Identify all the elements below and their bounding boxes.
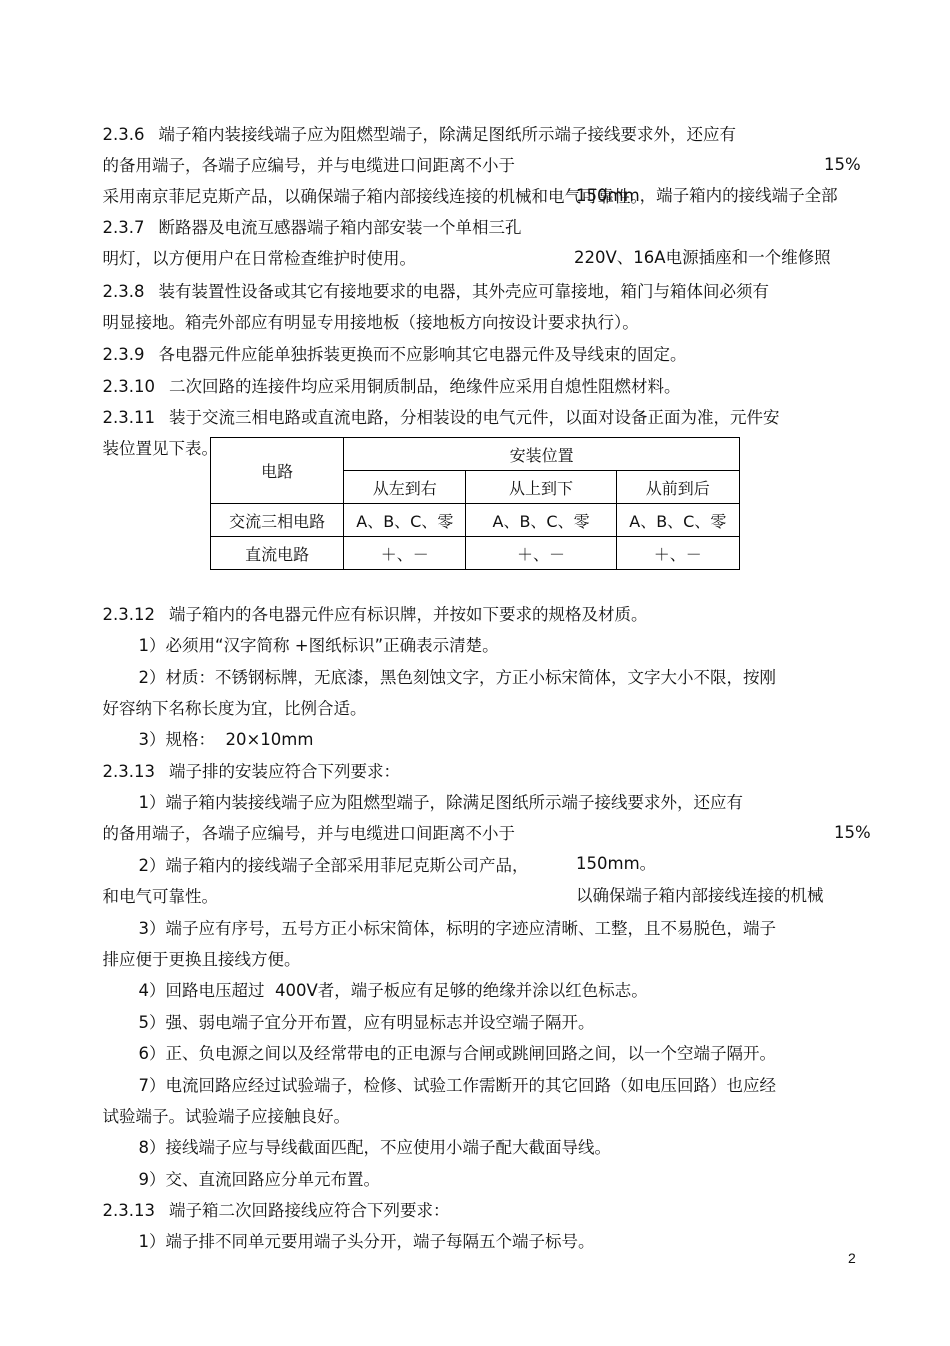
text: 断路器及电流互感器端子箱内部安装一个单相三孔 [158, 218, 522, 237]
para-2-3-13b-item1 [128, 1197, 595, 1251]
para-2-3-9-line1 [92, 310, 687, 364]
subheader-left-to-right: 从左到右 [344, 471, 466, 504]
cell-value: ＋、－ [616, 537, 739, 570]
text: 端子排的安装应符合下列要求： [168, 762, 400, 781]
text: 8）接线端子应与导线截面匹配，不应使用小端子配大截面导线。 [138, 1138, 611, 1157]
text: 和电气可靠性。 [102, 887, 218, 906]
text: 的备用端子，各端子应编号，并与电缆进口间距离不小于 [102, 824, 515, 843]
text: 1）端子箱内装接线端子应为阻燃型端子，除满足图纸所示端子接线要求外，还应有 [138, 793, 743, 812]
section-number: 2.3.6 [102, 125, 145, 144]
para-2-3-12-line1 [92, 570, 648, 624]
para-2-3-13a-item4 [128, 946, 648, 1000]
para-2-3-12-item2-line1 [128, 633, 776, 687]
cell-value: A、B、C、零 [344, 504, 466, 537]
para-2-3-13a-line1 [92, 727, 400, 781]
text-socket-spec: 220V、16A电源插座和一个维修照 [574, 248, 831, 267]
text: 装于交流三相电路或直流电路，分相装设的电气元件，以面对设备正面为准，元件安 [168, 408, 780, 427]
para-2-3-13a-item3-line2 [92, 915, 301, 969]
text: 明灯，以方便用户在日常检查维护时使用。 [102, 249, 416, 268]
para-2-3-13a-item8 [128, 1103, 611, 1157]
subheader-front-to-back: 从前到后 [616, 471, 739, 504]
section-number: 2.3.8 [102, 282, 145, 301]
text: 端子箱二次回路接线应符合下列要求： [168, 1201, 450, 1220]
text: 排应便于更换且接线方便。 [102, 950, 301, 969]
header-circuit: 电路 [211, 438, 344, 504]
text: 端子箱内的各电器元件应有标识牌，并按如下要求的规格及材质。 [168, 605, 648, 624]
section-number: 2.3.7 [102, 218, 145, 237]
text: 装位置见下表。 [102, 439, 218, 458]
text: 6）正、负电源之间以及经常带电的正电源与合闸或跳闸回路之间，以一个空端子隔开。 [138, 1044, 776, 1063]
para-2-3-13a-item9 [128, 1135, 380, 1189]
text: 装有装置性设备或其它有接地要求的电器，其外壳应可靠接地，箱门与箱体间必须有 [158, 282, 769, 301]
para-2-3-13a-item7-line2 [92, 1072, 350, 1126]
text-percent: 15% [834, 823, 871, 842]
text: 5）强、弱电端子宜分开布置，应有明显标志并设空端子隔开。 [138, 1013, 595, 1032]
section-number: 2.3.10 [102, 377, 155, 396]
para-2-3-11-line2 [92, 404, 218, 458]
text-distance: 150mm。 [576, 854, 657, 873]
text: 采用南京菲尼克斯产品，以确保端子箱内部接线连接的机械和电气可靠性。 [102, 187, 647, 206]
section-number: 2.3.9 [102, 345, 145, 364]
cell-value: A、B、C、零 [466, 504, 616, 537]
para-2-3-8-line1 [92, 247, 769, 301]
text: 二次回路的连接件均应采用铜质制品，绝缘件应采用自熄性阻燃材料。 [168, 377, 681, 396]
para-2-3-8-line2 [92, 278, 639, 332]
cell-value: ＋、－ [466, 537, 616, 570]
install-position-table [210, 437, 740, 570]
section-number: 2.3.11 [102, 408, 155, 427]
para-2-3-13a-item6 [128, 1009, 776, 1063]
para-2-3-13a-item5 [128, 978, 595, 1032]
para-2-3-12-item3 [128, 695, 314, 749]
para-2-3-10-line1 [92, 342, 681, 396]
table-row [211, 537, 740, 570]
para-2-3-6-line3 [92, 152, 647, 206]
para-2-3-12-item2-line2 [92, 664, 367, 718]
text: 3）端子应有序号，五号方正小标宋简体，标明的字迹应清晰、工整，且不易脱色，端子 [138, 919, 776, 938]
subheader-top-to-bottom: 从上到下 [466, 471, 616, 504]
para-2-3-7-line2 [92, 214, 416, 268]
text: 以确保端子箱内部接线连接的机械 [576, 886, 824, 905]
text: 9）交、直流回路应分单元布置。 [138, 1170, 380, 1189]
text: 1）必须用“汉字简称 +图纸标识”正确表示清楚。 [138, 636, 499, 655]
text: 的备用端子，各端子应编号，并与电缆进口间距离不小于 [102, 156, 515, 175]
text: 2）端子箱内的接线端子全部采用菲尼克斯公司产品， [138, 856, 529, 875]
page-number: 2 [848, 1250, 856, 1266]
text: 好容纳下名称长度为宜，比例合适。 [102, 699, 367, 718]
text-percent: 15% [824, 155, 861, 174]
para-2-3-13b-line1 [92, 1166, 450, 1220]
section-number: 2.3.12 [102, 605, 155, 624]
cell-circuit: 交流三相电路 [211, 504, 344, 537]
cell-value: ＋、－ [344, 537, 466, 570]
para-2-3-12-item1 [128, 601, 499, 655]
cell-circuit: 直流电路 [211, 537, 344, 570]
text: 明显接地。箱壳外部应有明显专用接地板（接地板方向按设计要求执行）。 [102, 313, 639, 332]
text: 各电器元件应能单独拆装更换而不应影响其它电器元件及导线束的固定。 [158, 345, 687, 364]
section-number: 2.3.13 [102, 1201, 155, 1220]
para-2-3-13a-item2-line2 [92, 852, 218, 906]
table-row [211, 504, 740, 537]
header-install-position: 安装位置 [344, 438, 740, 471]
text: 3）规格： 20×10mm [138, 730, 314, 749]
text: 2）材质：不锈钢标牌，无底漆，黑色刻蚀文字，方正小标宋简体，文字大小不限，按刚 [138, 668, 776, 687]
text: 试验端子。试验端子应接触良好。 [102, 1107, 350, 1126]
para-2-3-13a-item3-line1 [128, 884, 776, 938]
text-distance: 150mm，端子箱内的接线端子全部 [576, 186, 838, 205]
para-2-3-13a-item7-line1 [128, 1041, 776, 1095]
cell-value: A、B、C、零 [616, 504, 739, 537]
para-2-3-11-line1 [92, 373, 780, 427]
text: 7）电流回路应经过试验端子，检修、试验工作需断开的其它回路（如电压回路）也应经 [138, 1076, 776, 1095]
text: 端子箱内装接线端子应为阻燃型端子，除满足图纸所示端子接线要求外，还应有 [158, 125, 736, 144]
text: 4）回路电压超过 400V者，端子板应有足够的绝缘并涂以红色标志。 [138, 981, 648, 1000]
text: 1）端子排不同单元要用端子头分开，端子每隔五个端子标号。 [138, 1232, 595, 1251]
section-number: 2.3.13 [102, 762, 155, 781]
